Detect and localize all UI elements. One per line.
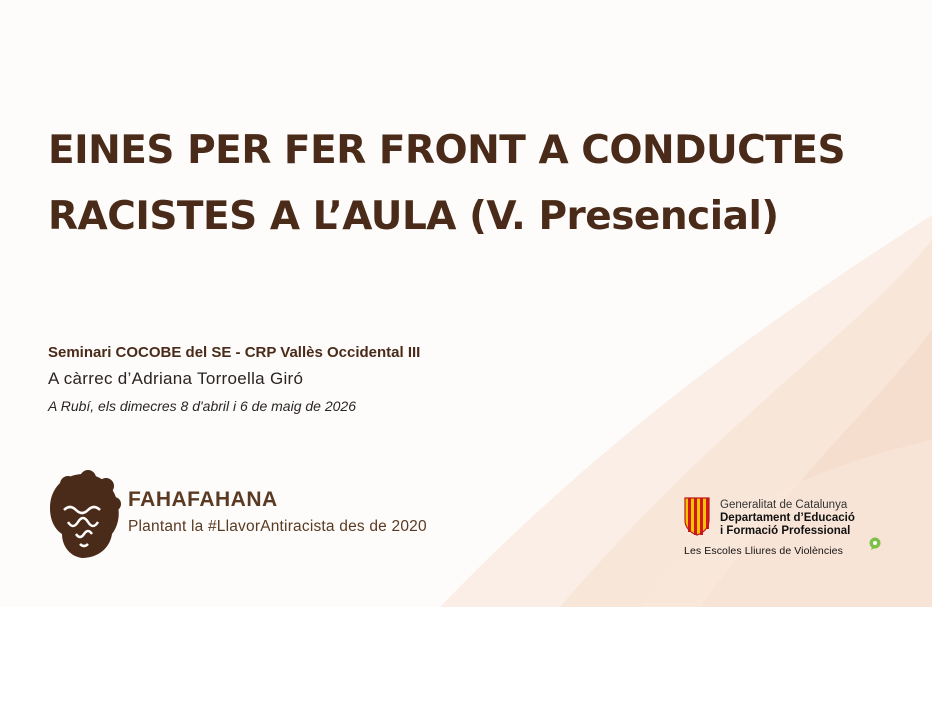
institution-line-2: Departament d’Educació xyxy=(720,512,855,524)
organizer-tagline: Plantant la #LlavorAntiracista des de 2020 xyxy=(128,518,427,535)
institution-name xyxy=(720,499,855,538)
event-dates: A Rubí, els dimecres 8 d'abril i 6 de maig de 2026 xyxy=(48,398,356,414)
speech-bubble-icon xyxy=(868,537,882,551)
afro-head-logo-icon xyxy=(46,470,122,560)
title-line-2: RACISTES A L’AULA (V. Presencial) xyxy=(48,194,779,239)
speaker-credit: A càrrec d’Adriana Torroella Giró xyxy=(48,369,304,388)
slide-title xyxy=(48,118,908,250)
title-line-1: EINES PER FER FRONT A CONDUCTES xyxy=(48,128,846,173)
seminar-name: Seminari COCOBE del SE - CRP Vallès Occidental III xyxy=(48,344,421,361)
institution-line-3: i Formació Professional xyxy=(720,525,851,537)
program-name: Les Escoles Lliures de Violències xyxy=(684,545,843,557)
institution-line-1: Generalitat de Catalunya xyxy=(720,499,848,511)
catalan-flag-emblem-icon xyxy=(681,496,713,536)
organizer-brand: FAHAFAHANA xyxy=(128,488,278,511)
